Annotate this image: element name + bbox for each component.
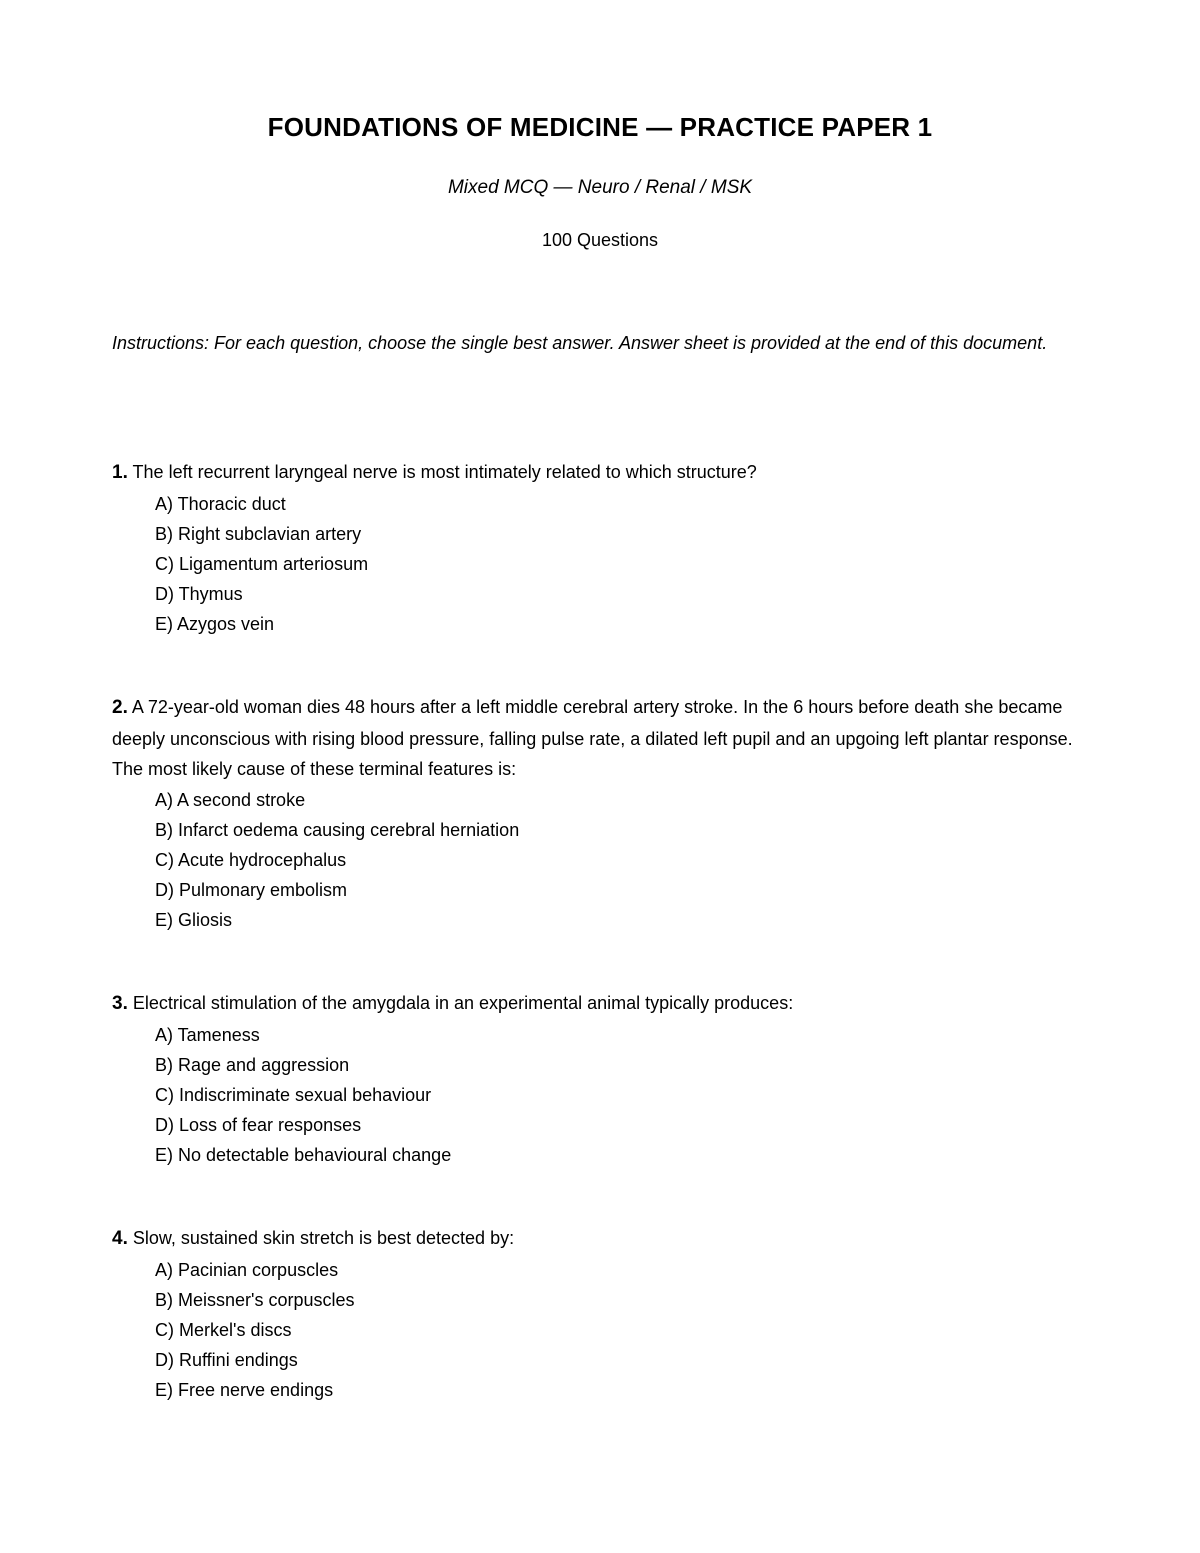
option-e: E) Azygos vein — [155, 614, 275, 635]
option-d: D) Loss of fear responses — [155, 1115, 362, 1136]
question-4 — [112, 1223, 1092, 1406]
option-e: E) Gliosis — [155, 910, 233, 931]
option-list — [112, 1020, 1092, 1171]
option-c: C) Merkel's discs — [155, 1319, 292, 1340]
question-1 — [112, 457, 1092, 640]
option-e: E) No detectable behavioural change — [155, 1145, 452, 1166]
document-subtitle: Mixed MCQ — Neuro / Renal / MSK — [447, 177, 753, 198]
option-c: C) Indiscriminate sexual behaviour — [155, 1084, 432, 1105]
question-number: 4. — [112, 1228, 128, 1249]
question-stem — [112, 988, 1092, 1020]
option-d: D) Pulmonary embolism — [155, 880, 348, 901]
question-text: Electrical stimulation of the amygdala in an experimental animal typically produces: — [132, 993, 794, 1013]
question-number: 1. — [112, 462, 128, 483]
question-stem — [112, 1223, 1092, 1255]
option-b: B) Right subclavian artery — [155, 523, 362, 544]
option-a: A) Thoracic duct — [155, 493, 286, 514]
option-a: A) Tameness — [155, 1024, 260, 1045]
option-list — [112, 785, 1092, 936]
question-stem — [112, 692, 1092, 785]
option-c: C) Acute hydrocephalus — [155, 849, 347, 870]
question-text: Slow, sustained skin stretch is best detected by: — [132, 1228, 515, 1248]
option-c: C) Ligamentum arteriosum — [155, 553, 369, 574]
option-e: E) Free nerve endings — [155, 1380, 334, 1401]
question-2 — [112, 692, 1092, 936]
question-number: 3. — [112, 993, 128, 1014]
option-b: B) Rage and aggression — [155, 1054, 350, 1075]
instructions-text: Instructions: For each question, choose the single best answer. Answer sheet is provided at the end of this document. — [112, 333, 1048, 353]
option-a: A) A second stroke — [155, 789, 306, 810]
option-list — [112, 489, 1092, 640]
question-text: The left recurrent laryngeal nerve is most intimately related to which structure? — [132, 462, 757, 482]
question-stem — [112, 457, 1092, 489]
question-number: 2. — [112, 697, 128, 718]
option-list — [112, 1255, 1092, 1406]
question-text: A 72-year-old woman dies 48 hours after a left middle cerebral artery stroke. In the 6 hours before death she became deeply unconscious with rising blood pressure, falling pulse rate, a dilated left pupil and an upgoing left plantar response. The most likely cause of these terminal features is: — [112, 697, 1073, 779]
question-count: 100 Questions — [541, 230, 659, 250]
option-a: A) Pacinian corpuscles — [155, 1259, 339, 1280]
question-3 — [112, 988, 1092, 1171]
option-b: B) Infarct oedema causing cerebral herniation — [155, 819, 520, 840]
option-d: D) Thymus — [155, 584, 243, 605]
option-b: B) Meissner's corpuscles — [155, 1289, 355, 1310]
option-d: D) Ruffini endings — [155, 1350, 298, 1371]
document-title: FOUNDATIONS OF MEDICINE — PRACTICE PAPER 1 — [267, 112, 933, 142]
